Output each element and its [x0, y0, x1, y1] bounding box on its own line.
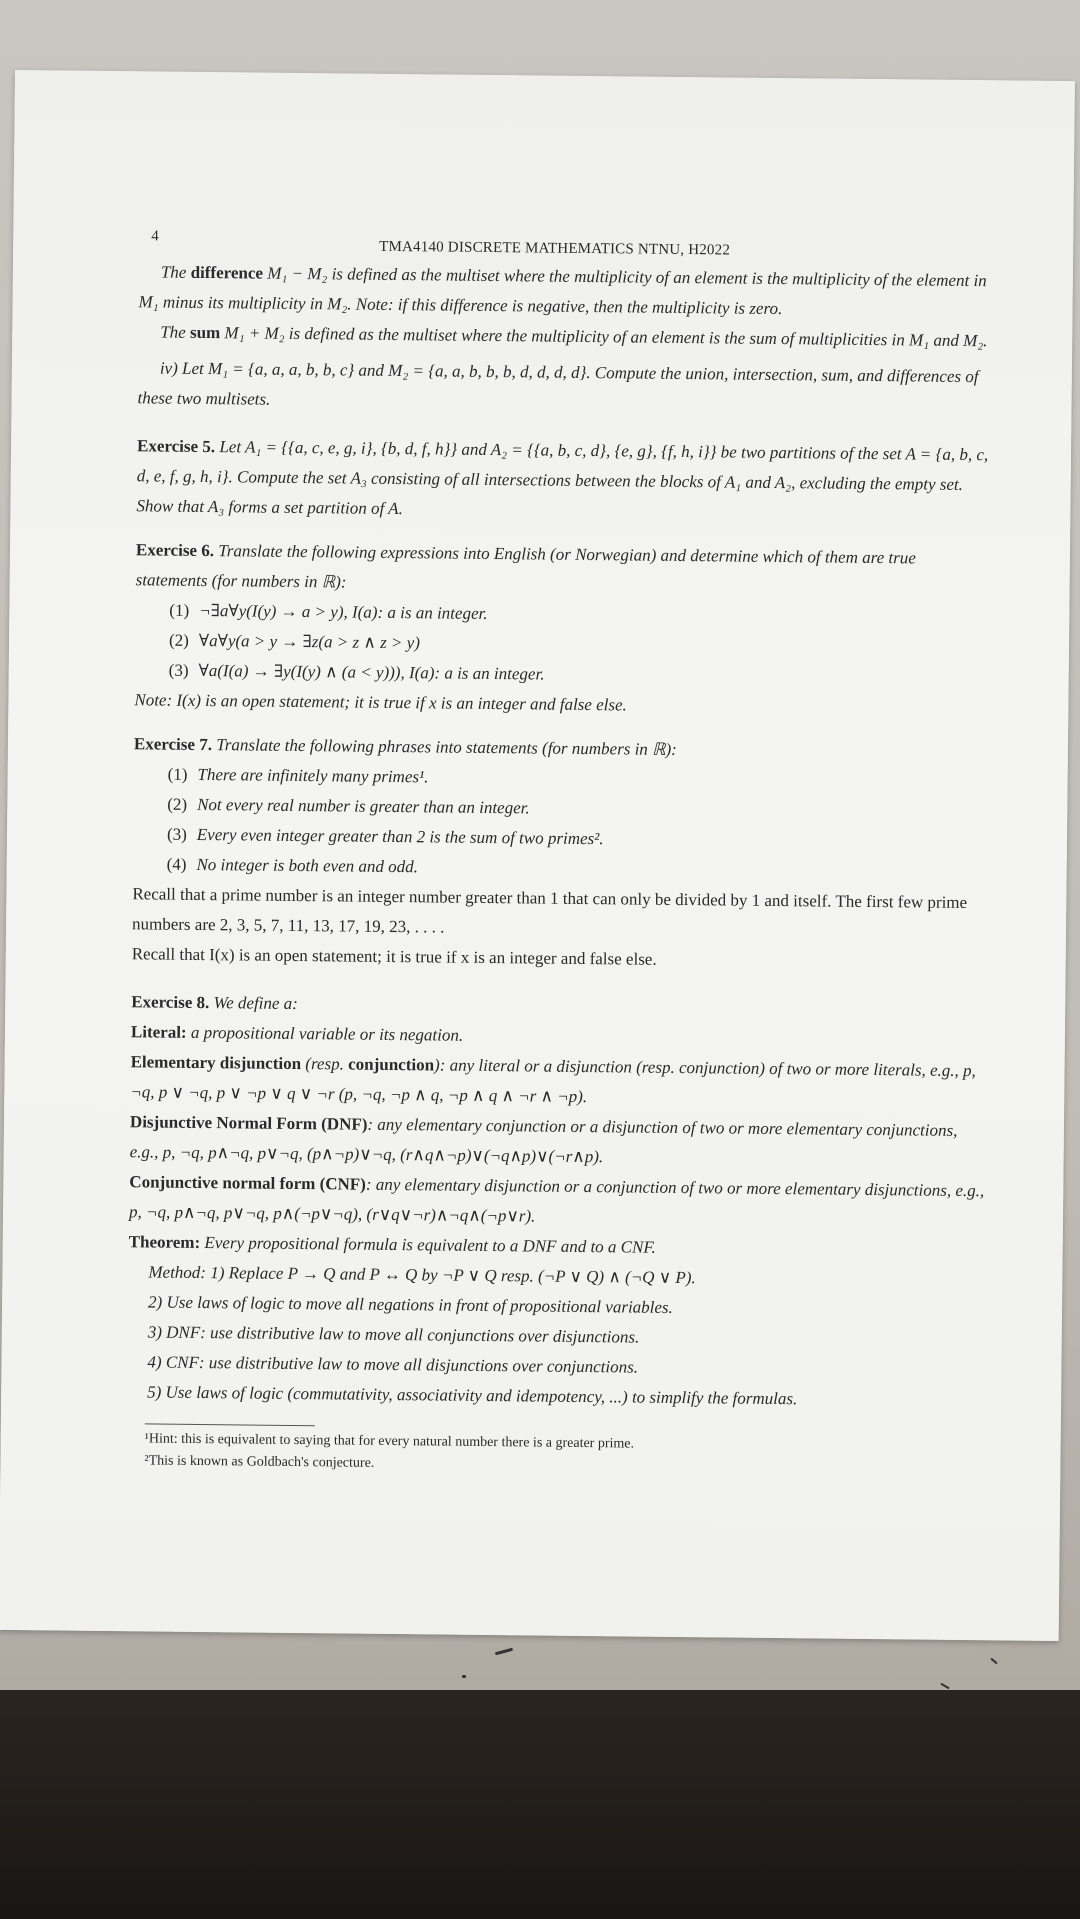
exercise-5-text: Let A₁ = {{a, c, e, g, i}, {b, d, f, h}} and A₂ = {{a, b, c, d}, {e, g}, {f, h, i}} be two partitions of the set A = {a, b, c, d, e, f, g, h, i}. Compute the set A₃ consisting of all intersections between the blocks of A₁ and A₂, excluding the empty set. Show that A₃ forms a set partition of A. [136, 437, 989, 519]
page-number: 4 [151, 228, 159, 245]
item-text: There are infinitely many primes¹. [197, 764, 429, 787]
elementary-text: ): any literal or a disjunction (resp. conjunction) of two or more literals, e.g., p, ¬q, p ∨ ¬q, p ∨ ¬p ∨ q ∨ ¬r (p, ¬q, ¬p ∧ q, ¬p ∧ q ∧ ¬r ∧ ¬p). [130, 1055, 976, 1107]
paper-sheet [0, 70, 1075, 1641]
exercise-7-text: Translate the following phrases into statements (for numbers in ℝ): [211, 735, 678, 759]
elementary-definition [130, 1047, 986, 1116]
item-text: Not every real number is greater than an integer. [197, 794, 530, 818]
method-step: 2) Use laws of logic to move all negations in front of propositional variables. [148, 1292, 673, 1317]
item-number: (3) [166, 824, 187, 844]
method-step: 5) Use laws of logic (commutativity, associativity and idempotency, ...) to simplify the formulas. [147, 1382, 798, 1409]
cnf-text: : any elementary disjunction or a conjunction of two or more elementary disjunctions, e.g., p, ¬q, p∧¬q, p∨¬q, p∧(¬p∨¬q), (r∨q∨¬r)∧¬q∧(¬p∨r). [128, 1174, 985, 1226]
item-text: ¬∃a∀y(I(y) → a > y), I(a): a is an integer. [199, 600, 488, 623]
exercise-7-list [133, 759, 989, 888]
method-step: Method: 1) Replace P → Q and P ↔ Q by ¬P ∨ Q resp. (¬P ∨ Q) ∧ (¬Q ∨ P). [148, 1262, 696, 1288]
part-iv: iv) Let M₁ = {a, a, a, b, b, c} and M₂ = {a, a, b, b, b, d, d, d, d}. Compute the union, intersection, sum, and differences of these two multisets. [137, 358, 979, 409]
sum-term: sum [189, 322, 221, 343]
footnote-2: ²This is known as Goldbach's conjecture. [144, 1453, 375, 1471]
item-number: (4) [166, 854, 187, 874]
theorem-term: Theorem: [128, 1232, 201, 1253]
item-number: (2) [167, 794, 188, 814]
item-text: No integer is both even and odd. [196, 854, 419, 877]
method-steps [127, 1257, 984, 1416]
footnote-rule [145, 1423, 315, 1426]
item-text: ∀a(I(a) → ∃y(I(y) ∧ (a < y))), I(a): a is an integer. [198, 660, 545, 684]
page-content [126, 221, 994, 1481]
exercise-5 [136, 431, 992, 530]
footnote-1: ¹Hint: this is equivalent to saying that for every natural number there is a greater prime. [144, 1431, 635, 1452]
item-text: ∀a∀y(a > y → ∃z(a > z ∧ z > y) [198, 630, 421, 653]
dnf-definition [130, 1107, 986, 1176]
exercise-5-title: Exercise 5. [136, 436, 216, 457]
elementary-resp: (resp. [300, 1054, 349, 1074]
exercise-6-text: Translate the following expressions into English (or Norwegian) and determine which of them are true statements (for numbers in ℝ): [135, 541, 916, 592]
literal-text: a propositional variable or its negation. [186, 1022, 464, 1045]
difference-term: difference [190, 262, 264, 283]
conjunction-term: conjunction [348, 1054, 435, 1075]
sum-pre: The [160, 322, 191, 342]
difference-definition [138, 257, 994, 326]
exercise-6 [136, 535, 992, 604]
method-step: 4) CNF: use distributive law to move all disjunctions over conjunctions. [147, 1352, 639, 1377]
exercise-7-recall-open-statement: Recall that I(x) is an open statement; it is true if x is an integer and false else. [131, 944, 657, 969]
literal-term: Literal: [130, 1022, 187, 1042]
cnf-term: Conjunctive normal form (CNF) [129, 1172, 366, 1194]
exercise-8-intro: We define a: [209, 993, 299, 1014]
item-number: (1) [169, 600, 190, 620]
exercise-7-title: Exercise 7. [133, 734, 213, 755]
item-number: (1) [167, 764, 188, 784]
exercise-6-list [135, 595, 991, 694]
elementary-term: Elementary disjunction [130, 1052, 302, 1074]
item-number: (3) [168, 660, 189, 680]
pencil-mark [462, 1675, 466, 1678]
exercise-7-recall-primes: Recall that a prime number is an integer number greater than 1 that can only be divided by 1 and itself. The first few prime numbers are 2, 3, 5, 7, 11, 13, 17, 19, 23, . . . . [131, 884, 968, 937]
difference-pre: The [160, 262, 191, 282]
difference-text: M₁ − M₂ is defined as the multiset where the multiplicity of an element is the multiplicity of the element in M₁ minus its multiplicity in M₂. Note: if this difference is negative, then the multiplicity is zero. [138, 263, 987, 319]
theorem-text: Every propositional formula is equivalent to a DNF and to a CNF. [200, 1233, 656, 1257]
cnf-definition [129, 1167, 985, 1236]
exercise-8-title: Exercise 8. [131, 992, 210, 1013]
item-number: (2) [168, 630, 189, 650]
dnf-term: Disjunctive Normal Form (DNF) [129, 1112, 368, 1134]
exercise-6-title: Exercise 6. [135, 540, 215, 561]
item-text: Every even integer greater than 2 is the sum of two primes². [196, 824, 604, 849]
sum-text: M₁ + M₂ is defined as the multiset where the multiplicity of an element is the sum of multiplicities in M₁ and M₂. [220, 323, 988, 351]
dark-table-surface [0, 1690, 1080, 1919]
exercise-6-note: Note: I(x) is an open statement; it is true if x is an integer and false else. [134, 690, 627, 715]
dnf-text: : any elementary conjunction or a disjunction of two or more elementary conjunctions, e.g., p, ¬q, p∧¬q, p∨¬q, (p∧¬p)∨¬q, (r∧q∧¬p)∨(¬q∧p)∨(¬r∧p). [129, 1114, 958, 1167]
method-step: 3) DNF: use distributive law to move all conjunctions over disjunctions. [147, 1322, 640, 1347]
running-head: TMA4140 DISCRETE MATHEMATICS NTNU, H2022 [379, 238, 731, 259]
